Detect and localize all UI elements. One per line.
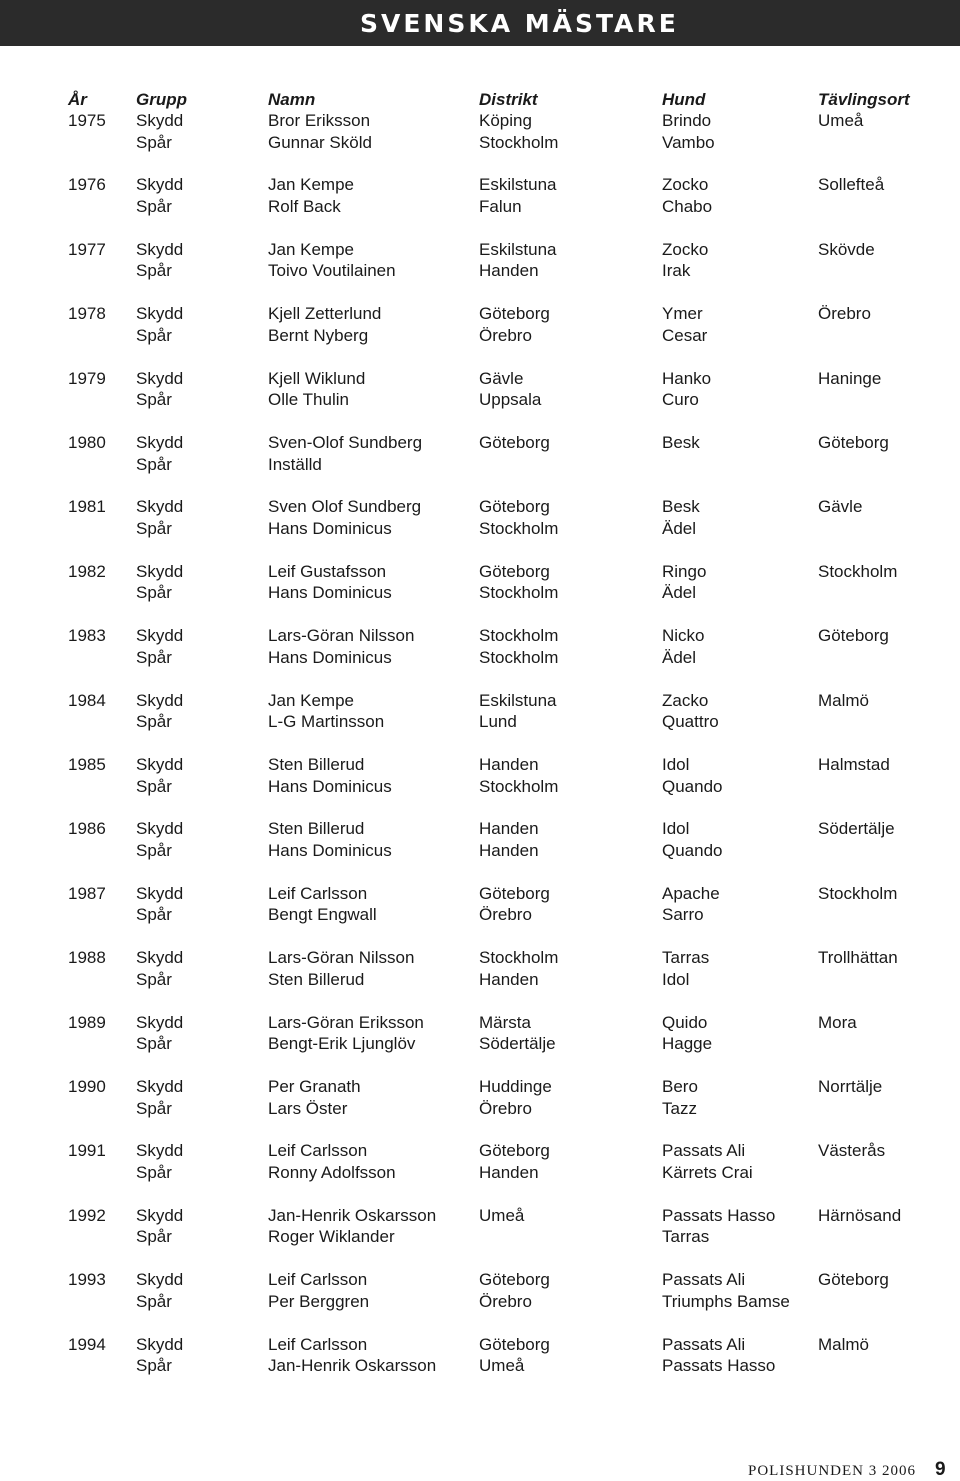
year-cell: 1977 [68, 239, 106, 259]
district-cell: Örebro [479, 325, 532, 345]
name-cell: Sven Olof Sundberg [268, 497, 422, 517]
name-cell: Leif Carlsson [268, 883, 368, 903]
dog-cell: Irak [662, 261, 691, 281]
dog-cell: Idol [662, 819, 690, 839]
dog-cell: Passats Ali [662, 1141, 746, 1161]
district-cell: Lund [479, 712, 517, 732]
group-cell: Spår [136, 647, 172, 667]
page-number: 9 [935, 1459, 946, 1480]
group-cell: Spår [136, 712, 172, 732]
place-cell: Göteborg [818, 433, 889, 452]
dog-cell: Hanko [662, 368, 712, 388]
district-cell: Eskilstuna [479, 175, 557, 195]
publication-footer: POLISHUNDEN 3 2006 [748, 1463, 916, 1479]
year-cell: 1983 [68, 626, 106, 646]
group-cell: Skydd [136, 755, 184, 774]
name-cell: Lars-Göran Nilsson [268, 626, 415, 646]
name-cell: Leif Carlsson [268, 1334, 368, 1354]
header-dog: Hund [662, 90, 706, 109]
district-cell: Göteborg [479, 1270, 550, 1290]
district-cell: Märsta [479, 1012, 531, 1032]
name-cell: Leif Gustafsson [268, 561, 387, 581]
district-cell: Stockholm [479, 948, 559, 968]
dog-cell: Zacko [662, 690, 709, 710]
group-cell: Spår [136, 1291, 172, 1311]
district-cell: Eskilstuna [479, 239, 557, 259]
year-cell: 1987 [68, 883, 106, 903]
dog-cell: Bero [662, 1077, 698, 1096]
district-cell: Umeå [479, 1205, 525, 1225]
district-cell: Eskilstuna [479, 690, 557, 710]
district-cell: Handen [479, 969, 539, 989]
place-cell: Halmstad [818, 755, 890, 774]
district-cell: Stockholm [479, 647, 559, 667]
title-bar [0, 0, 960, 46]
name-cell: Jan-Henrik Oskarsson [268, 1205, 437, 1225]
district-cell: Stockholm [479, 132, 559, 152]
group-cell: Spår [136, 1356, 172, 1376]
name-cell: Ronny Adolfsson [268, 1162, 396, 1182]
name-cell: Hans Dominicus [268, 583, 392, 603]
group-cell: Skydd [136, 368, 184, 388]
dog-cell: Idol [662, 755, 690, 774]
year-cell: 1985 [68, 755, 106, 774]
district-cell: Gävle [479, 368, 524, 388]
district-cell: Göteborg [479, 561, 550, 581]
year-cell: 1993 [68, 1270, 106, 1290]
name-cell: Sten Billerud [268, 755, 365, 774]
name-cell: Leif Carlsson [268, 1141, 368, 1161]
name-cell: Sten Billerud [268, 969, 365, 989]
district-cell: Örebro [479, 1098, 532, 1118]
dog-cell: Chabo [662, 196, 713, 216]
district-cell: Göteborg [479, 883, 550, 903]
place-cell: Mora [818, 1012, 857, 1032]
dog-cell: Ädel [662, 518, 697, 538]
name-cell: Leif Carlsson [268, 1270, 368, 1290]
year-cell: 1982 [68, 561, 106, 581]
dog-cell: Besk [662, 433, 700, 452]
dog-cell: Quando [662, 776, 723, 796]
district-cell: Stockholm [479, 583, 559, 603]
group-cell: Spår [136, 261, 172, 281]
name-cell: Hans Dominicus [268, 840, 392, 860]
district-cell: Umeå [479, 1356, 525, 1376]
dog-cell: Vambo [662, 132, 715, 152]
dog-cell: Hagge [662, 1034, 713, 1054]
group-cell: Spår [136, 325, 172, 345]
group-cell: Skydd [136, 883, 184, 903]
group-cell: Spår [136, 132, 172, 152]
dog-cell: Tarras [662, 1227, 710, 1247]
name-cell: Bernt Nyberg [268, 325, 369, 345]
dog-cell: Idol [662, 969, 690, 989]
dog-cell: Zocko [662, 239, 709, 259]
group-cell: Spår [136, 196, 172, 216]
place-cell: Norrtälje [818, 1077, 883, 1096]
group-cell: Skydd [136, 1270, 184, 1290]
group-cell: Skydd [136, 1205, 184, 1225]
header-year: År [68, 90, 87, 109]
dog-cell: Tazz [662, 1098, 697, 1118]
dog-cell: Zocko [662, 175, 709, 195]
name-cell: Gunnar Sköld [268, 132, 372, 152]
place-cell: Gävle [818, 497, 863, 517]
group-cell: Spår [136, 776, 172, 796]
district-cell: Örebro [479, 905, 532, 925]
dog-cell: Passats Ali [662, 1334, 746, 1354]
district-cell: Stockholm [479, 518, 559, 538]
group-cell: Spår [136, 969, 172, 989]
group-cell: Spår [136, 905, 172, 925]
dog-cell: Passats Hasso [662, 1356, 776, 1376]
header-group: Grupp [136, 90, 187, 109]
district-cell: Stockholm [479, 776, 559, 796]
name-cell: Lars-Göran Eriksson [268, 1012, 424, 1032]
year-cell: 1978 [68, 304, 106, 324]
place-cell: Västerås [818, 1141, 886, 1161]
place-cell: Haninge [818, 368, 882, 388]
dog-cell: Passats Hasso [662, 1205, 776, 1225]
dog-cell: Nicko [662, 626, 705, 646]
name-cell: L-G Martinsson [268, 712, 385, 732]
group-cell: Skydd [136, 1012, 184, 1032]
district-cell: Göteborg [479, 433, 550, 452]
name-cell: Olle Thulin [268, 390, 349, 410]
place-cell: Sollefteå [818, 175, 885, 195]
name-cell: Kjell Wiklund [268, 368, 366, 388]
place-cell: Göteborg [818, 1270, 889, 1290]
year-cell: 1976 [68, 175, 106, 195]
dog-cell: Quido [662, 1012, 708, 1032]
district-cell: Handen [479, 755, 539, 774]
group-cell: Skydd [136, 1077, 184, 1096]
group-cell: Skydd [136, 561, 184, 581]
name-cell: Sten Billerud [268, 819, 365, 839]
dog-cell: Passats Ali [662, 1270, 746, 1290]
name-cell: Lars-Göran Nilsson [268, 948, 415, 968]
name-cell: Inställd [268, 454, 322, 474]
district-cell: Handen [479, 840, 539, 860]
dog-cell: Ädel [662, 647, 697, 667]
year-cell: 1991 [68, 1141, 106, 1161]
district-cell: Örebro [479, 1291, 532, 1311]
district-cell: Handen [479, 819, 539, 839]
district-cell: Falun [479, 196, 522, 216]
page-title: SVENSKA MÄSTARE [360, 9, 679, 38]
dog-cell: Kärrets Crai [662, 1162, 753, 1182]
group-cell: Skydd [136, 175, 184, 195]
group-cell: Skydd [136, 819, 184, 839]
group-cell: Skydd [136, 1141, 184, 1161]
place-cell: Göteborg [818, 626, 889, 646]
group-cell: Spår [136, 583, 172, 603]
year-cell: 1979 [68, 368, 106, 388]
dog-cell: Curo [662, 390, 699, 410]
group-cell: Spår [136, 1162, 172, 1182]
dog-cell: Sarro [662, 905, 704, 925]
group-cell: Skydd [136, 304, 184, 324]
name-cell: Lars Öster [268, 1098, 348, 1118]
group-cell: Skydd [136, 433, 184, 452]
name-cell: Roger Wiklander [268, 1227, 395, 1247]
district-cell: Stockholm [479, 626, 559, 646]
place-cell: Trollhättan [818, 948, 898, 968]
group-cell: Skydd [136, 497, 184, 517]
district-cell: Handen [479, 1162, 539, 1182]
name-cell: Kjell Zetterlund [268, 304, 382, 324]
header-place: Tävlingsort [818, 90, 910, 109]
year-cell: 1984 [68, 690, 106, 710]
name-cell: Sven-Olof Sundberg [268, 433, 423, 452]
dog-cell: Brindo [662, 111, 712, 130]
name-cell: Hans Dominicus [268, 647, 392, 667]
year-cell: 1988 [68, 948, 106, 968]
dog-cell: Tarras [662, 948, 710, 968]
name-cell: Hans Dominicus [268, 518, 392, 538]
name-cell: Bengt Engwall [268, 905, 377, 925]
dog-cell: Quattro [662, 712, 719, 732]
name-cell: Hans Dominicus [268, 776, 392, 796]
group-cell: Spår [136, 1227, 172, 1247]
dog-cell: Apache [662, 883, 720, 903]
district-cell: Södertälje [479, 1034, 556, 1054]
year-cell: 1975 [68, 111, 106, 130]
group-cell: Spår [136, 518, 172, 538]
district-cell: Huddinge [479, 1077, 552, 1096]
place-cell: Stockholm [818, 883, 898, 903]
year-cell: 1980 [68, 433, 106, 452]
place-cell: Skövde [818, 239, 875, 259]
name-cell: Jan-Henrik Oskarsson [268, 1356, 437, 1376]
place-cell: Umeå [818, 111, 864, 130]
district-cell: Köping [479, 111, 532, 130]
group-cell: Spår [136, 1034, 172, 1054]
header-district: Distrikt [479, 90, 538, 109]
group-cell: Skydd [136, 626, 184, 646]
place-cell: Södertälje [818, 819, 895, 839]
dog-cell: Besk [662, 497, 700, 517]
group-cell: Skydd [136, 948, 184, 968]
group-cell: Spår [136, 454, 172, 474]
district-cell: Göteborg [479, 1334, 550, 1354]
place-cell: Malmö [818, 690, 870, 710]
year-cell: 1992 [68, 1205, 106, 1225]
district-cell: Uppsala [479, 390, 542, 410]
header-name: Namn [268, 90, 316, 109]
group-cell: Skydd [136, 239, 184, 259]
group-cell: Skydd [136, 1334, 184, 1354]
dog-cell: Ymer [662, 304, 703, 324]
year-cell: 1990 [68, 1077, 106, 1096]
name-cell: Rolf Back [268, 196, 341, 216]
dog-cell: Ädel [662, 583, 697, 603]
dog-cell: Quando [662, 840, 723, 860]
name-cell: Jan Kempe [268, 239, 354, 259]
district-cell: Göteborg [479, 304, 550, 324]
group-cell: Skydd [136, 690, 184, 710]
year-cell: 1989 [68, 1012, 106, 1032]
group-cell: Spår [136, 390, 172, 410]
place-cell: Malmö [818, 1334, 870, 1354]
district-cell: Göteborg [479, 1141, 550, 1161]
name-cell: Toivo Voutilainen [268, 261, 396, 281]
name-cell: Bror Eriksson [268, 111, 371, 130]
group-cell: Skydd [136, 111, 184, 130]
group-cell: Spår [136, 840, 172, 860]
name-cell: Bengt-Erik Ljunglöv [268, 1034, 416, 1054]
dog-cell: Triumphs Bamse [662, 1291, 790, 1311]
district-cell: Handen [479, 261, 539, 281]
name-cell: Jan Kempe [268, 175, 354, 195]
name-cell: Per Berggren [268, 1291, 370, 1311]
year-cell: 1994 [68, 1334, 106, 1354]
place-cell: Örebro [818, 304, 871, 324]
year-cell: 1981 [68, 497, 106, 517]
year-cell: 1986 [68, 819, 106, 839]
dog-cell: Ringo [662, 561, 707, 581]
name-cell: Per Granath [268, 1077, 361, 1096]
place-cell: Härnösand [818, 1205, 902, 1225]
dog-cell: Cesar [662, 325, 708, 345]
name-cell: Jan Kempe [268, 690, 354, 710]
group-cell: Spår [136, 1098, 172, 1118]
place-cell: Stockholm [818, 561, 898, 581]
district-cell: Göteborg [479, 497, 550, 517]
